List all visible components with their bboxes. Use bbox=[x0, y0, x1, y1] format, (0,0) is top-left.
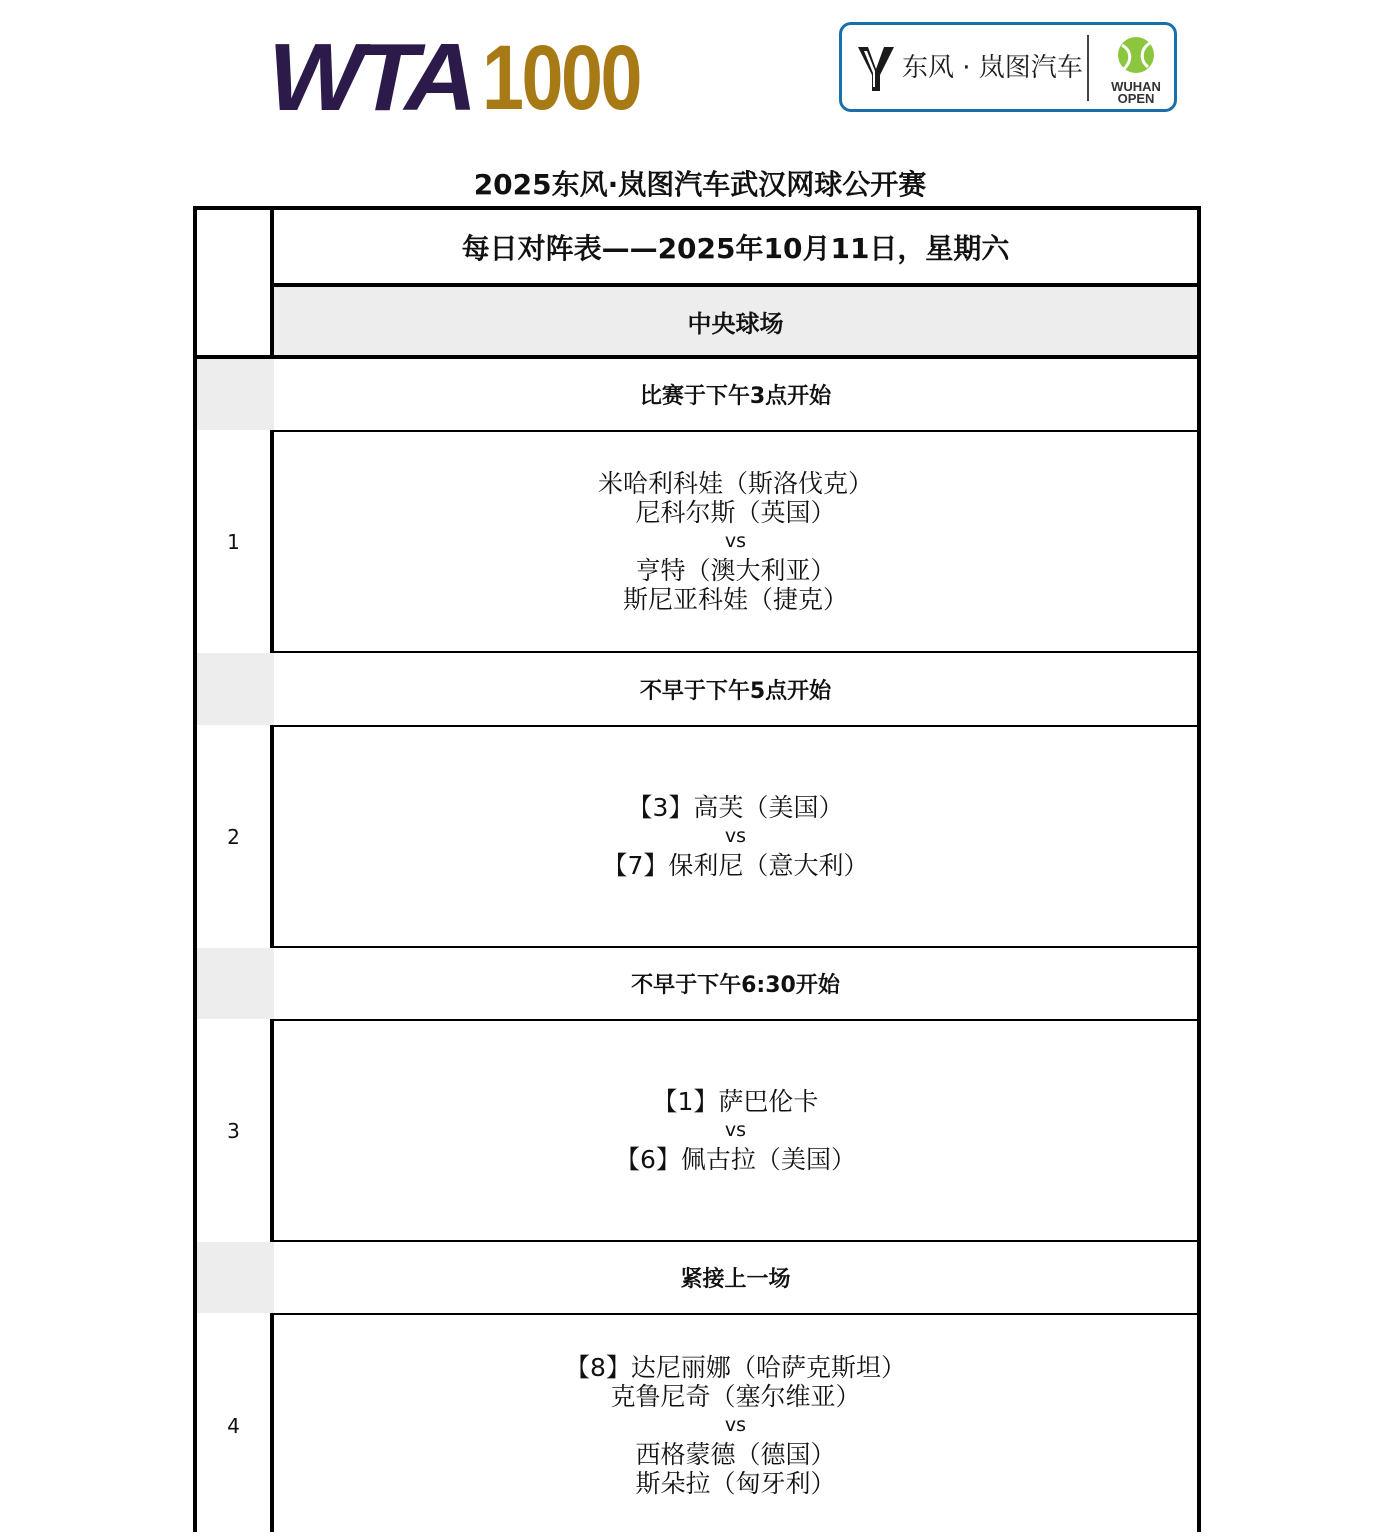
start-time-row bbox=[197, 359, 1197, 430]
match-pairing bbox=[603, 793, 869, 880]
match-number: 4 bbox=[227, 1413, 240, 1438]
vs-label: vs bbox=[724, 1414, 747, 1436]
start-time-row bbox=[197, 948, 1197, 1019]
wuhan-open-text bbox=[1098, 81, 1174, 105]
player-name: 西格蒙德（德国） bbox=[635, 1440, 836, 1469]
player-name: 【8】达尼丽娜（哈萨克斯坦） bbox=[565, 1353, 906, 1382]
player-name: 【7】保利尼（意大利） bbox=[602, 851, 869, 880]
wta-logo-text: WTA bbox=[268, 24, 472, 131]
vs-label: vs bbox=[724, 530, 747, 552]
match-number: 3 bbox=[227, 1118, 240, 1143]
match-pairing bbox=[565, 1353, 906, 1498]
match-pairing bbox=[598, 469, 873, 614]
date-header-row bbox=[197, 210, 1197, 283]
match-number: 1 bbox=[227, 529, 240, 554]
player-name: 斯尼亚科娃（捷克） bbox=[622, 585, 848, 614]
player-name: 亨特（澳大利亚） bbox=[635, 556, 836, 585]
court-name: 中央球场 bbox=[687, 309, 784, 338]
player-name: 克鲁尼奇（塞尔维亚） bbox=[610, 1382, 861, 1411]
tournament-title: 2025东风·岚图汽车武汉网球公开赛 bbox=[473, 168, 927, 201]
player-name: 米哈利科娃（斯洛伐克） bbox=[597, 469, 873, 498]
start-time: 不早于下午6:30开始 bbox=[631, 973, 840, 998]
match-pairing bbox=[615, 1087, 856, 1174]
match-row bbox=[197, 1021, 1197, 1240]
player-name: 【3】高芙（美国） bbox=[627, 793, 844, 822]
start-time: 紧接上一场 bbox=[680, 1267, 791, 1292]
vs-label: vs bbox=[724, 825, 747, 847]
schedule-table bbox=[193, 206, 1201, 1532]
player-name: 斯朵拉（匈牙利） bbox=[635, 1469, 836, 1498]
sponsor-divider bbox=[1087, 35, 1089, 101]
start-time-row bbox=[197, 653, 1197, 725]
voyah-mark-icon bbox=[856, 43, 896, 93]
player-name: 【1】萨巴伦卡 bbox=[652, 1087, 819, 1116]
wta-1000-logo bbox=[268, 24, 640, 131]
open-text: OPEN bbox=[1117, 91, 1155, 106]
match-row bbox=[197, 1315, 1197, 1536]
player-name: 【6】佩古拉（美国） bbox=[615, 1145, 856, 1174]
date-header: 每日对阵表——2025年10月11日，星期六 bbox=[461, 231, 1010, 265]
court-row bbox=[197, 287, 1197, 355]
tennis-ball-icon bbox=[1116, 35, 1156, 75]
player-name: 尼科尔斯（英国） bbox=[635, 498, 836, 527]
wuhan-text: WUHAN bbox=[1111, 79, 1161, 94]
match-row bbox=[197, 432, 1197, 651]
tier-logo-text: 1000 bbox=[482, 27, 640, 129]
sponsor-name: 东风 · 岚图汽车 bbox=[902, 53, 1083, 83]
match-number: 2 bbox=[227, 824, 240, 849]
sponsor-logo bbox=[839, 22, 1177, 112]
start-time-row bbox=[197, 1242, 1197, 1313]
vs-label: vs bbox=[724, 1119, 747, 1141]
match-row bbox=[197, 727, 1197, 946]
start-time: 不早于下午5点开始 bbox=[639, 678, 832, 704]
start-time: 比赛于下午3点开始 bbox=[639, 384, 832, 409]
